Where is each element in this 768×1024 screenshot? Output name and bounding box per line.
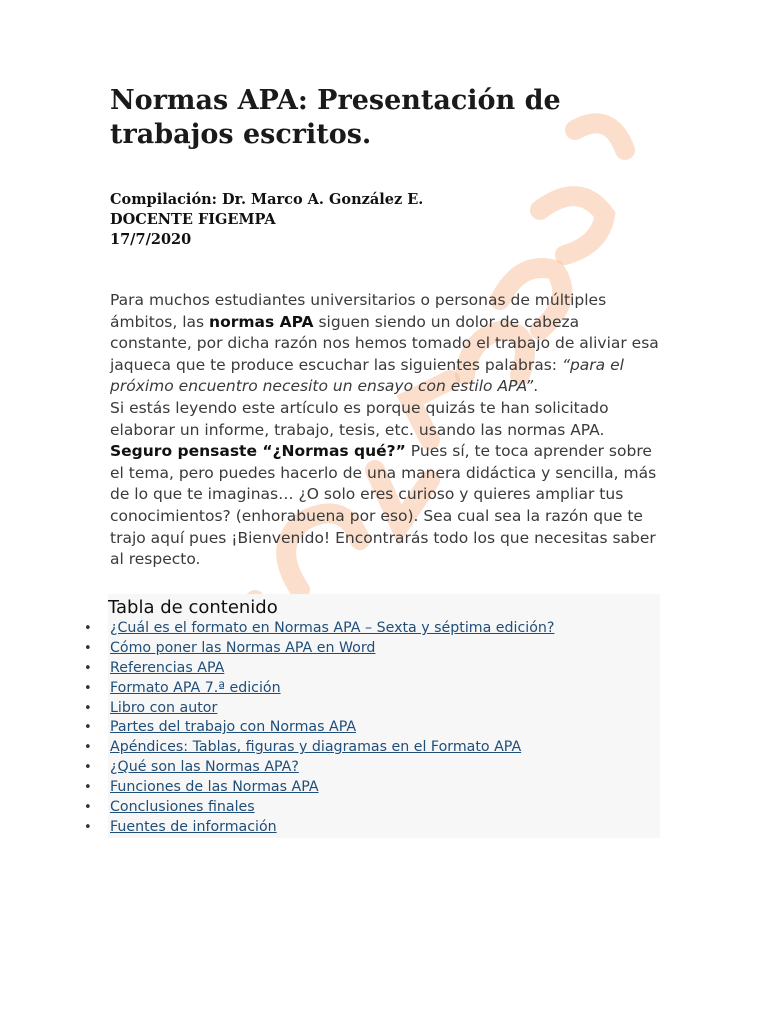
toc-link[interactable]: Conclusiones finales <box>110 799 255 816</box>
bullet-icon: • <box>84 780 92 796</box>
bullet-icon: • <box>84 800 92 816</box>
intro-p2-bold: Seguro pensaste “¿Normas qué?” <box>110 442 406 461</box>
intro-p2-text-b: Pues sí, te toca aprender sobre el tema, pero puedes hacerlo de una manera didáctica y sencilla, más de lo que te imaginas… ¿O solo eres curioso y quieres ampliar tus conocimientos? (enhorabuena por eso). Sea cual sea la razón que te trajo aquí pues ¡Bienvenido! Encontrarás todo los que necesitas saber al respecto. <box>110 442 657 569</box>
toc-link[interactable]: Formato APA 7.ª edición <box>110 679 281 696</box>
toc-link[interactable]: Referencias APA <box>110 659 225 676</box>
bullet-icon: • <box>84 680 92 696</box>
toc-item <box>84 758 660 778</box>
bullet-icon: • <box>84 660 92 676</box>
document-meta <box>110 190 670 250</box>
table-of-contents <box>84 594 660 838</box>
toc-link[interactable]: Partes del trabajo con Normas APA <box>110 719 357 736</box>
toc-link[interactable]: ¿Qué son las Normas APA? <box>110 759 299 776</box>
document-date: 17/7/2020 <box>110 231 192 248</box>
title-line-2: trabajos escritos. <box>110 119 372 150</box>
toc-link[interactable]: Funciones de las Normas APA <box>110 779 319 796</box>
bullet-icon: • <box>84 740 92 756</box>
toc-item <box>84 619 660 639</box>
toc-item <box>84 778 660 798</box>
toc-item <box>84 699 660 719</box>
intro-p1-bold: normas APA <box>209 312 314 331</box>
toc-link[interactable]: Fuentes de información <box>110 818 277 835</box>
toc-item <box>84 679 660 699</box>
toc-item <box>84 798 660 818</box>
intro-p1-text-a: Para muchos estudiantes universitarios o personas de múltiples ámbitos, las <box>110 291 607 331</box>
bullet-icon: • <box>84 621 92 636</box>
toc-item <box>84 718 660 738</box>
intro-p2-text-a: Si estás leyendo este artículo es porque quizás te han solicitado elaborar un informe, trabajo, tesis, etc. usando las normas APA. <box>110 398 609 439</box>
bullet-icon: • <box>84 700 92 716</box>
toc-link[interactable]: Cómo poner las Normas APA en Word <box>110 639 376 656</box>
intro-text <box>110 290 662 571</box>
bullet-icon: • <box>84 819 92 835</box>
toc-item <box>84 818 660 838</box>
document-title <box>110 84 670 152</box>
title-line-1: Normas APA: Presentación de <box>110 85 561 116</box>
intro-p1-quote: “para el próximo encuentro necesito un ensayo con estilo APA” <box>110 355 624 396</box>
toc-link[interactable]: Apéndices: Tablas, figuras y diagramas en el Formato APA <box>110 739 522 756</box>
toc-title: Tabla de contenido <box>108 597 278 618</box>
author-role: DOCENTE FIGEMPA <box>110 211 276 228</box>
toc-link[interactable]: Libro con autor <box>110 699 218 716</box>
intro-p1-text-c: . <box>533 377 539 396</box>
toc-list <box>84 619 660 838</box>
toc-item <box>84 639 660 659</box>
intro-p1-text-b: siguen siendo un dolor de cabeza constante, por dicha razón nos hemos tomado el trabajo de aliviar esa jaqueca que te produce escuchar las siguientes palabras: <box>110 312 659 374</box>
intro-paragraph-2 <box>110 398 662 571</box>
toc-link[interactable]: ¿Cuál es el formato en Normas APA – Sexta y séptima edición? <box>110 620 555 636</box>
bullet-icon: • <box>84 720 92 736</box>
document-body <box>110 84 670 571</box>
bullet-icon: • <box>84 640 92 656</box>
bullet-icon: • <box>84 760 92 776</box>
toc-item <box>84 659 660 679</box>
toc-item <box>84 738 660 758</box>
compilation-author: Compilación: Dr. Marco A. González E. <box>110 191 424 208</box>
intro-paragraph-1 <box>110 290 662 398</box>
